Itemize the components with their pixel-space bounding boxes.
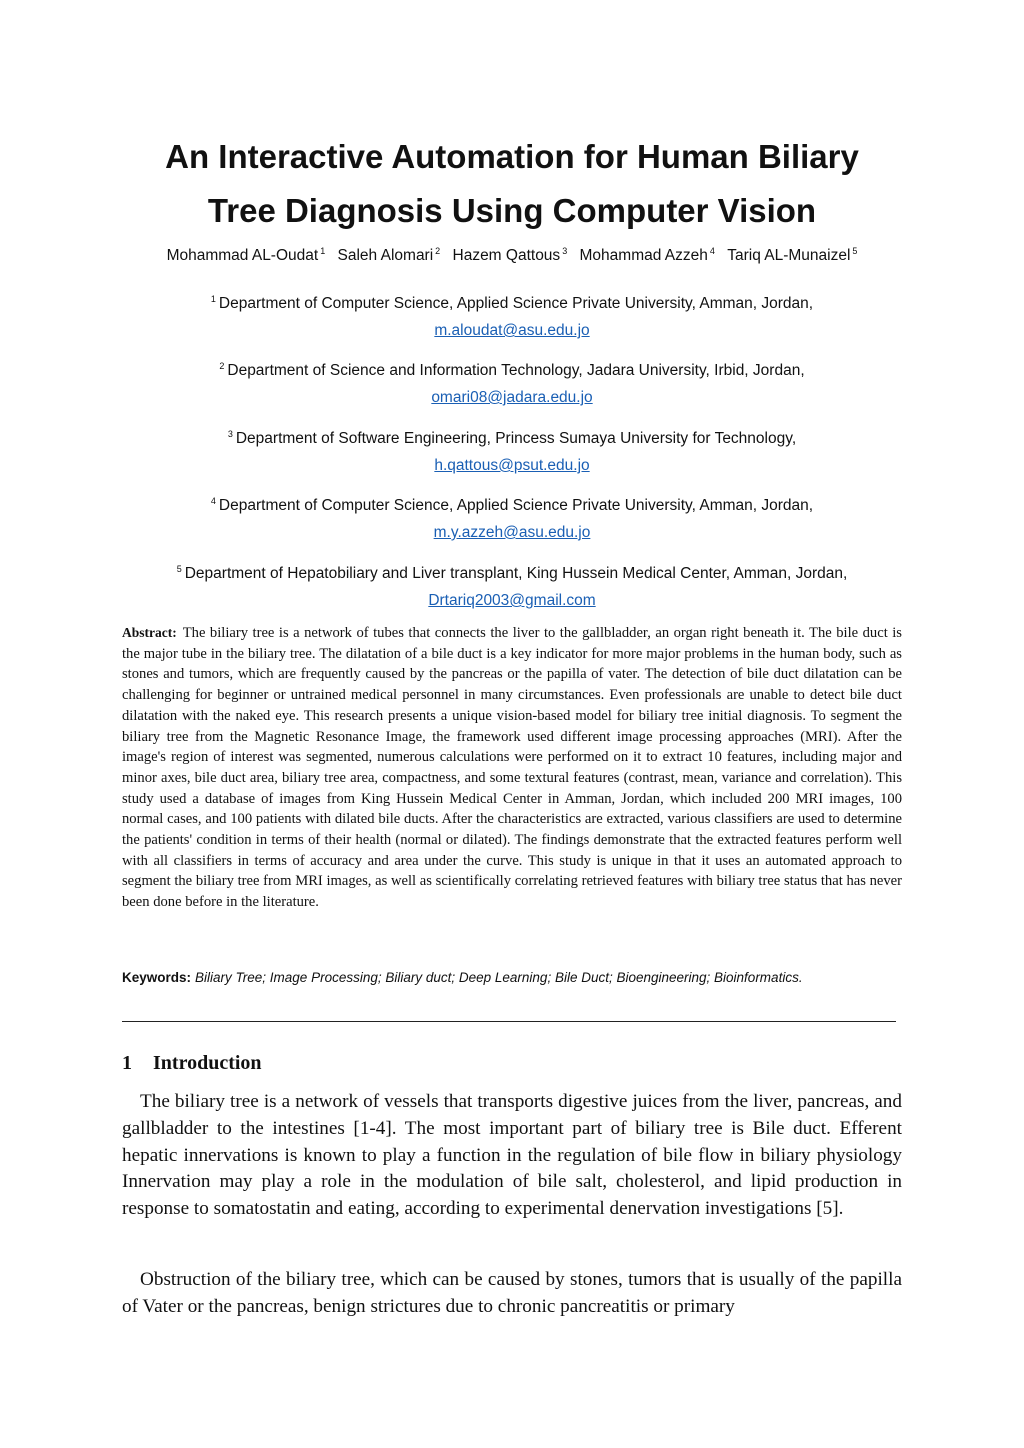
keywords-label: Keywords: <box>122 970 192 985</box>
email-link[interactable]: Drtariq2003@gmail.com <box>428 592 596 609</box>
affiliation-1: $^1$ Department of Computer Science, Applied Science Private University, Amman, Jordan, m.aloudat@asu.edu.jo <box>210 294 814 339</box>
affiliation-5: $^5$ Department of Hepatobiliary and Liver transplant, King Hussein Medical Center, Amman, Jordan, Drtariq2003@gmail.com <box>176 564 848 609</box>
keywords-text: Biliary Tree; Image Processing; Biliary duct; Deep Learning; Bile Duct; Bioengineering; Bioinformatics. <box>195 970 803 985</box>
author: Mohammad Azzeh $^4$ <box>579 246 715 264</box>
body-paragraph-2: Obstruction of the biliary tree, which can be caused by stones, tumors that is usually of the papilla of Vater or the pancreas, benign strictures due to chronic pancreatitis or primary <box>122 1269 902 1317</box>
author-list <box>100 246 924 265</box>
abstract-label: Abstract: <box>122 625 177 640</box>
email-link[interactable]: omari08@jadara.edu.jo <box>431 389 593 406</box>
email-link[interactable]: m.aloudat@asu.edu.jo <box>434 322 590 339</box>
body-paragraph-1: The biliary tree is a network of vessels that transports digestive juices from the liver, pancreas, and gallbladder to the intestines [1-4]. The most important part of biliary tree is Bile duct. Efferent hepatic innervations is known to play a function in the regulation of bile flow in biliary physiology Innervation may play a role in the modulation of bile salt, cholesterol, and lipid production in response to somatostatin and eating, according to experimental denervation investigations [5]. <box>122 1091 902 1220</box>
abstract-text: The biliary tree is a network of tubes that connects the liver to the gallbladder, an organ right beneath it. The bile duct is the major tube in the biliary tree. The dilatation of a bile duct is a key indicator for more major problems in the human body, such as stones and tumors, which are frequently caused by the pancreas or the papilla of vater. The detection of bile duct dilatation can be challenging for beginner or untrained medical personnel in many circumstances. Even professionals are unable to detect bile duct dilatation with the naked eye. This research presents a unique vision-based model for biliary tree initial diagnosis. To segment the biliary tree from the Magnetic Resonance Image, the framework used different image processing approaches (MRI). After the image's region of interest was segmented, numerous calculations were performed on it to extract 10 features, including major and minor axes, bile duct area, biliary tree area, compactness, and some textural features (contrast, mean, variance and correlation). This study used a database of images from King Hussein Medical Center in Amman, Jordan, which included 200 MRI images, 100 normal cases, and 100 patients with dilated bile ducts. After the characteristics are extracted, various classifiers are used to determine the patients' condition in terms of their health (normal or dilated). The findings demonstrate that the extracted features perform well with all classifiers in terms of accuracy and area under the curve. This study is unique in that it uses an automated approach to segment the biliary tree from MRI images, as well as scientifically correlating retrieved features with biliary tree status that has never been done before in the literature. <box>122 625 902 911</box>
affiliation-4: $^4$ Department of Computer Science, Applied Science Private University, Amman, Jordan, m.y.azzeh@asu.edu.jo <box>210 496 814 541</box>
section-title: Introduction <box>153 1052 262 1074</box>
keywords <box>122 967 902 988</box>
section-divider <box>122 1021 896 1022</box>
affiliation-3: $^3$ Department of Software Engineering, Princess Sumaya University for Technology, h.qattous@psut.edu.jo <box>227 429 797 474</box>
title-line-2: Tree Diagnosis Using Computer Vision <box>207 192 817 229</box>
author: Hazem Qattous $^3$ <box>452 246 568 264</box>
abstract <box>122 623 902 913</box>
section-number: 1 <box>122 1052 132 1074</box>
affiliation-2: $^2$ Department of Science and Information Technology, Jadara University, Irbid, Jordan, omari08@jadara.edu.jo <box>219 361 805 406</box>
author: Saleh Alomari $^2$ <box>337 246 441 264</box>
paper-title <box>100 130 924 238</box>
author: Tariq AL-Munaizel $^5$ <box>727 246 858 264</box>
email-link[interactable]: m.y.azzeh@asu.edu.jo <box>433 524 591 541</box>
author: Mohammad AL-Oudat $^1$ <box>166 246 326 264</box>
email-link[interactable]: h.qattous@psut.edu.jo <box>434 457 590 474</box>
section-heading <box>122 1052 262 1075</box>
title-line-1: An Interactive Automation for Human Biliary <box>165 138 859 175</box>
